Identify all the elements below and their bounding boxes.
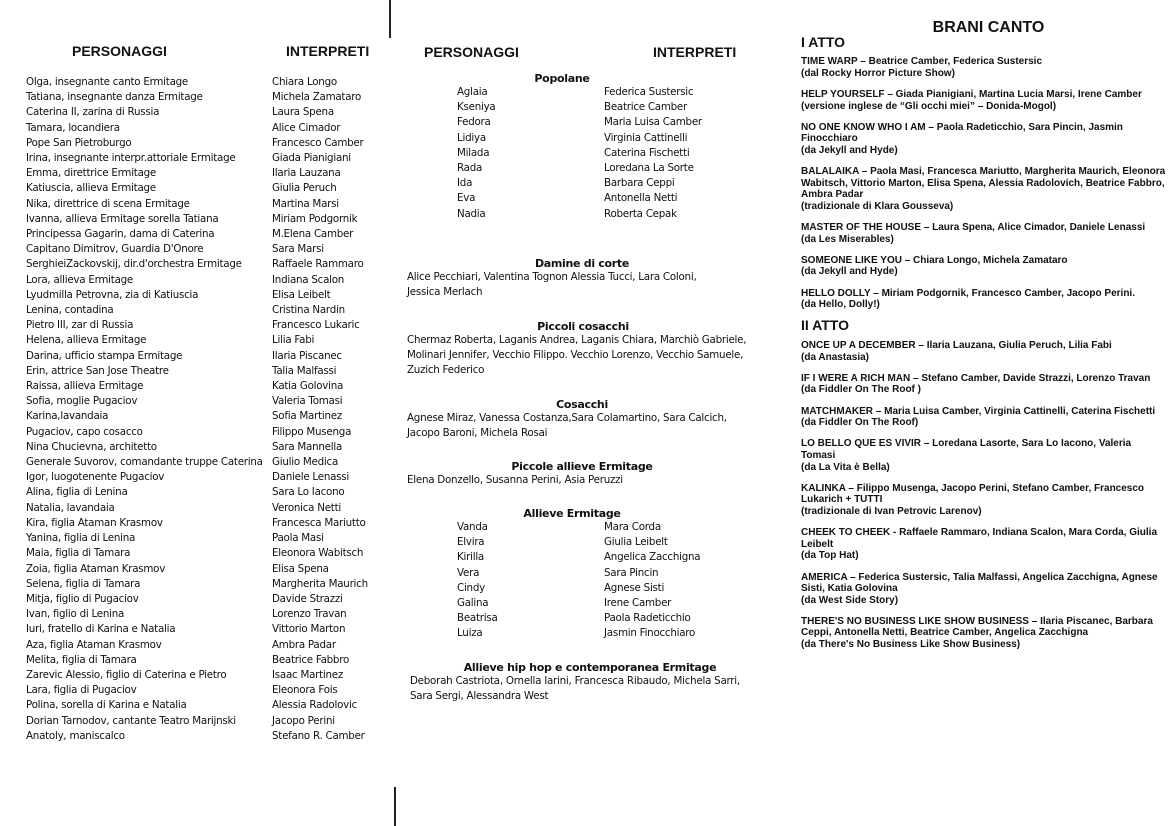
left-roles-list <box>26 75 263 744</box>
piccole-allieve-title: Piccole allieve Ermitage <box>511 460 653 473</box>
role-name: Yanina, figlia di Lenina <box>26 532 136 545</box>
actor-name: Sara Lo Iacono <box>272 486 345 499</box>
damine-title: Damine di corte <box>534 257 630 270</box>
role-name: Nadia <box>457 207 486 220</box>
song-title-performers: SOMEONE LIKE YOU – Chiara Longo, Michela Zamataro <box>801 254 1068 266</box>
song-entry <box>801 56 1166 79</box>
songs-panel <box>801 19 1166 660</box>
song-entry <box>801 483 1166 518</box>
actor-name: Vittorio Marton <box>272 623 346 636</box>
actor-name: Valeria Tomasi <box>272 395 343 408</box>
acts-list <box>801 33 1166 651</box>
actor-name: Talia Malfassi <box>272 364 337 377</box>
song-title-performers: CHEEK TO CHEEK - Raffaele Rammaro, Indiana Scalon, Mara Corda, Giulia Leibelt <box>801 527 1158 550</box>
middle-section-popolane <box>407 72 767 222</box>
actor-name: Angelica Zacchigna <box>604 551 701 564</box>
song-source: (versione inglese de “Gli occhi miei” – Donida-Mogol) <box>801 100 1057 112</box>
actor-name: Giulio Medica <box>272 456 338 469</box>
actor-name: Raffaele Rammaro <box>272 258 364 271</box>
cast-row <box>407 581 767 596</box>
role-name: Anatoly, maniscalco <box>26 729 125 742</box>
actor-name: Eleonora Wabitsch <box>272 547 364 560</box>
middle-section-cosacchi <box>407 398 767 441</box>
role-name: Pugaciov, capo cosacco <box>26 425 143 438</box>
actor-name: Filippo Musenga <box>272 425 352 438</box>
song-entry <box>801 406 1166 429</box>
actor-name: Elisa Spena <box>272 562 329 575</box>
cast-row <box>407 115 767 130</box>
role-name: Karina,lavandaia <box>26 410 109 423</box>
song-title-performers: AMERICA – Federica Sustersic, Talia Malfassi, Angelica Zacchigna, Agnese Sisti, Katia Golovina <box>801 571 1158 595</box>
songs-title: BRANI CANTO <box>932 19 1045 36</box>
song-title-performers: TIME WARP – Beatrice Camber, Federica Sustersic <box>801 56 1043 68</box>
actor-name: Margherita Maurich <box>272 577 368 590</box>
song-entry <box>801 255 1166 278</box>
actor-name: Francesca Mariutto <box>272 516 366 529</box>
role-name: Lidiya <box>457 131 486 144</box>
song-title-performers: NO ONE KNOW WHO I AM – Paola Radeticchio, Sara Pincin, Jasmin Finocchiaro <box>801 121 1123 145</box>
left-header-personaggi: PERSONAGGI <box>72 43 167 59</box>
song-source: (da There's No Business Like Show Business) <box>801 639 1021 651</box>
role-name: Cindy <box>457 581 485 594</box>
actor-name: Isaac Martinez <box>272 668 344 681</box>
role-name: Galina <box>457 597 489 610</box>
song-entry <box>801 166 1166 212</box>
song-source: (da Top Hat) <box>801 550 859 562</box>
cast-row <box>407 176 767 191</box>
actor-name: Stefano R. Camber <box>272 729 365 742</box>
actor-name: Caterina Fischetti <box>604 146 690 159</box>
song-title-performers: THERE'S NO BUSINESS LIKE SHOW BUSINESS – Ilaria Piscanec, Barbara Ceppi, Antonella Netti, Beatrice Camber, Angelica Zacchigna <box>801 615 1153 639</box>
song-entry <box>801 122 1166 157</box>
song-source: (tradizionale di Klara Gousseva) <box>801 200 954 212</box>
role-name: Nina Chucievna, architetto <box>26 440 157 453</box>
song-title-performers: IF I WERE A RICH MAN – Stefano Camber, Davide Strazzi, Lorenzo Travan <box>801 372 1151 384</box>
role-name: Maia, figlia di Tamara <box>26 547 131 560</box>
piccole-allieve-text: Elena Donzello, Susanna Perini, Asia Peruzzi <box>407 474 623 486</box>
role-name: Polina, sorella di Karina e Natalia <box>26 699 187 712</box>
role-name: Ivanna, allieva Ermitage sorella Tatiana <box>26 212 219 225</box>
song-entry <box>801 222 1166 245</box>
song-title-performers: LO BELLO QUE ES VIVIR – Loredana Lasorte, Sara Lo Iacono, Valeria Tomasi <box>801 438 1132 461</box>
song-title-performers: MATCHMAKER – Maria Luisa Camber, Virginia Cattinelli, Caterina Fischetti <box>801 405 1156 417</box>
song-title-performers: KALINKA – Filippo Musenga, Jacopo Perini, Stefano Camber, Francesco Lukarich + TUTTI <box>801 482 1145 506</box>
role-name: Lora, allieva Ermitage <box>26 273 134 286</box>
role-name: Emma, direttrice Ermitage <box>26 167 157 180</box>
role-name: Katiuscia, allieva Ermitage <box>26 182 156 195</box>
role-name: Aza, figlia Ataman Krasmov <box>26 638 162 651</box>
cast-row <box>407 100 767 115</box>
left-actors-list <box>272 75 368 744</box>
actor-name: M.Elena Camber <box>272 228 354 241</box>
song-entry <box>801 572 1166 607</box>
actor-name: Eleonora Fois <box>272 684 338 697</box>
role-name: Dorian Tarnodov, cantante Teatro Marijnski <box>26 714 236 727</box>
song-entry <box>801 288 1166 311</box>
role-name: Nika, direttrice di scena Ermitage <box>26 197 190 210</box>
act-heading: II ATTO <box>801 317 849 334</box>
role-name: Ivan, figlio di Lenina <box>26 608 125 621</box>
role-name: Caterina II, zarina di Russia <box>26 106 160 119</box>
role-name: Kira, figlia Ataman Krasmov <box>26 516 163 529</box>
role-name: Principessa Gagarin, dama di Caterina <box>26 228 215 241</box>
middle-section-piccole-allieve <box>407 460 767 488</box>
piccoli-cosacchi-text: Chermaz Roberta, Laganis Andrea, Laganis Chiara, Marchiò Gabriele, Molinari Jennifer, Vecchio Filippo. Vecchio Lorenzo, Vecchio Samuele, Zuzich Federico <box>407 334 747 377</box>
hiphop-text: Deborah Castriota, Ornella Iarini, Francesca Ribaudo, Michela Sarri, Sara Sergi, Alessandra West <box>410 675 740 703</box>
song-title-performers: HELP YOURSELF – Giada Pianigiani, Martina Lucia Marsi, Irene Camber <box>801 88 1142 100</box>
role-name: Aglaia <box>457 86 488 98</box>
role-name: Sofia, moglie Pugaciov <box>26 395 138 408</box>
actor-name: Barbara Ceppi <box>604 177 675 190</box>
song-source: (da Fiddler On The Roof ) <box>801 384 921 396</box>
actor-name: Martina Marsi <box>272 197 339 210</box>
role-name: Melita, figlia di Tamara <box>26 653 137 666</box>
hiphop-title: Allieve hip hop e contemporanea Ermitage <box>463 661 717 674</box>
actor-name: Lorenzo Travan <box>272 608 347 621</box>
role-name: Lenina, contadina <box>26 304 114 317</box>
cast-row <box>407 596 767 611</box>
actor-name: Roberta Cepak <box>604 207 677 220</box>
actor-name: Agnese Sisti <box>604 581 665 594</box>
act-heading: I ATTO <box>801 33 846 50</box>
middle-section-hiphop <box>410 661 770 704</box>
actor-name: Mara Corda <box>604 521 661 533</box>
actor-name: Jasmin Finocchiaro <box>604 627 696 640</box>
actor-name: Francesco Camber <box>272 136 364 149</box>
role-name: SerghieiZackovskij, dir.d'orchestra Ermitage <box>26 258 242 271</box>
cast-row <box>407 566 767 581</box>
middle-header-interpreti: INTERPRETI <box>653 44 737 60</box>
role-name: Tatiana, insegnante danza Ermitage <box>26 91 203 104</box>
song-source: (da Jekyll and Hyde) <box>801 144 898 156</box>
role-name: Capitano Dimitrov, Guardia D'Onore <box>26 243 204 256</box>
actor-name: Lilia Fabi <box>272 334 315 347</box>
cast-row <box>407 611 767 626</box>
actor-name: Davide Strazzi <box>272 592 343 605</box>
actor-name: Katia Golovina <box>272 380 344 393</box>
song-entry <box>801 373 1166 396</box>
song-entry <box>801 89 1166 112</box>
song-entry <box>801 438 1166 473</box>
middle-section-allieve <box>407 507 767 642</box>
actor-name: Laura Spena <box>272 106 334 119</box>
role-name: Raissa, allieva Ermitage <box>26 380 144 393</box>
song-entry <box>801 340 1166 363</box>
song-entry <box>801 527 1166 562</box>
piccoli-cosacchi-title: Piccoli cosacchi <box>537 320 629 333</box>
allieve-rows <box>407 520 767 642</box>
actor-name: Beatrice Fabbro <box>272 653 350 666</box>
actor-name: Miriam Podgornik <box>272 212 358 225</box>
role-name: Pope San Pietroburgo <box>26 136 132 149</box>
cast-row <box>407 535 767 550</box>
song-source: (tradizionale di Ivan Petrovic Larenov) <box>801 505 982 517</box>
song-source: (da Fiddler On The Roof) <box>801 417 919 429</box>
cosacchi-text: Agnese Miraz, Vanessa Costanza,Sara Colamartino, Sara Calcich, Jacopo Baroni, Michela Rosai <box>407 412 727 440</box>
cast-row <box>407 146 767 161</box>
actor-name: Chiara Longo <box>272 76 337 88</box>
actor-name: Alessia Radolovic <box>272 699 358 712</box>
actor-name: Daniele Lenassi <box>272 471 349 484</box>
role-name: Irina, insegnante interpr.attoriale Ermitage <box>26 152 236 165</box>
role-name: Pietro III, zar di Russia <box>26 319 134 332</box>
actor-name: Giada Pianigiani <box>272 152 351 165</box>
left-header-interpreti: INTERPRETI <box>286 43 370 59</box>
role-name: Selena, figlia di Tamara <box>26 577 141 590</box>
actor-name: Michela Zamataro <box>272 91 362 104</box>
role-name: Elvira <box>457 536 485 549</box>
role-name: Milada <box>457 146 490 159</box>
song-source: (dal Rocky Horror Picture Show) <box>801 67 955 79</box>
role-name: Tamara, locandiera <box>26 121 120 134</box>
actor-name: Elisa Leibelt <box>272 288 331 301</box>
role-name: Igor, luogotenente Pugaciov <box>26 471 165 484</box>
song-title-performers: MASTER OF THE HOUSE – Laura Spena, Alice Cimador, Daniele Lenassi <box>801 222 1146 234</box>
role-name: Ida <box>457 177 473 190</box>
song-title-performers: HELLO DOLLY – Miriam Podgornik, Francesco Camber, Jacopo Perini. <box>801 287 1135 299</box>
fold-line-bottom <box>394 787 396 826</box>
popolane-rows <box>407 85 767 222</box>
song-title-performers: BALALAIKA – Paola Masi, Francesca Mariutto, Margherita Maurich, Eleonora Wabitsch, Vittorio Marton, Elisa Spena, Alessia Radolovich, Beatrice Fabbro, Ambra Padar <box>801 166 1166 201</box>
cast-row <box>407 520 767 535</box>
cast-row <box>407 626 767 641</box>
role-name: Rada <box>457 162 483 175</box>
cast-row <box>407 191 767 206</box>
cast-row <box>407 161 767 176</box>
song-source: (da Hello, Dolly!) <box>801 299 880 311</box>
song-title-performers: ONCE UP A DECEMBER – Ilaria Lauzana, Giulia Peruch, Lilia Fabi <box>801 340 1112 352</box>
role-name: Vanda <box>457 521 488 533</box>
cast-row <box>407 131 767 146</box>
actor-name: Loredana La Sorte <box>604 162 694 175</box>
song-source: (da Jekyll and Hyde) <box>801 266 898 278</box>
actor-name: Cristina Nardin <box>272 304 345 317</box>
role-name: Kseniya <box>457 101 496 114</box>
actor-name: Veronica Netti <box>272 501 341 514</box>
song-source: (da Les Miserables) <box>801 233 894 245</box>
role-name: Fedora <box>457 116 491 129</box>
role-name: Vera <box>457 566 480 579</box>
actor-name: Maria Luisa Camber <box>604 116 702 129</box>
actor-name: Federica Sustersic <box>604 86 694 98</box>
actor-name: Sara Mannella <box>272 440 343 453</box>
role-name: Lyudmilla Petrovna, zia di Katiuscia <box>26 288 199 301</box>
actor-name: Ambra Padar <box>272 638 336 651</box>
actor-name: Virginia Cattinelli <box>604 131 688 144</box>
actor-name: Sara Pincin <box>604 566 659 579</box>
allieve-title: Allieve Ermitage <box>523 507 621 520</box>
role-name: Mitja, figlio di Pugaciov <box>26 592 139 605</box>
cast-row <box>407 207 767 222</box>
actor-name: Antonella Netti <box>604 192 678 205</box>
fold-line-top <box>389 0 391 38</box>
song-source: (da Anastasia) <box>801 351 869 363</box>
role-name: Erin, attrice San Jose Theatre <box>26 364 169 377</box>
role-name: Eva <box>457 192 476 205</box>
actor-name: Paola Radeticchio <box>604 612 691 625</box>
actor-name: Sara Marsi <box>272 243 324 256</box>
role-name: Zarevic Alessio, figlio di Caterina e Pietro <box>26 668 227 681</box>
middle-section-damine <box>407 257 767 300</box>
cast-row <box>407 85 767 100</box>
actor-name: Alice Cimador <box>272 121 341 134</box>
role-name: Helena, allieva Ermitage <box>26 334 147 347</box>
cast-row <box>407 550 767 565</box>
role-name: Luiza <box>457 627 483 640</box>
actor-name: Beatrice Camber <box>604 101 687 114</box>
actor-name: Sofia Martinez <box>272 410 342 423</box>
actor-name: Giulia Peruch <box>272 182 337 195</box>
song-entry <box>801 616 1166 651</box>
actor-name: Indiana Scalon <box>272 273 345 286</box>
role-name: Kirilla <box>457 551 484 564</box>
role-name: Alina, figlia di Lenina <box>26 486 128 499</box>
actor-name: Paola Masi <box>272 532 324 545</box>
actor-name: Ilaria Piscanec <box>272 349 342 362</box>
actor-name: Ilaria Lauzana <box>272 167 341 180</box>
song-source: (da West Side Story) <box>801 594 899 606</box>
actor-name: Irene Camber <box>604 597 672 610</box>
role-name: Darina, ufficio stampa Ermitage <box>26 349 183 362</box>
role-name: Generale Suvorov, comandante truppe Caterina <box>26 456 263 469</box>
middle-section-piccoli-cosacchi <box>407 320 769 379</box>
role-name: Beatrisa <box>457 612 498 625</box>
role-name: Lara, figlia di Pugaciov <box>26 684 137 697</box>
actor-name: Giulia Leibelt <box>604 536 668 549</box>
popolane-title: Popolane <box>534 72 590 85</box>
song-source: (da La Vita è Bella) <box>801 461 890 473</box>
role-name: Natalia, lavandaia <box>26 501 115 514</box>
role-name: Iuri, fratello di Karina e Natalia <box>26 623 176 636</box>
role-name: Olga, insegnante canto Ermitage <box>26 76 189 88</box>
role-name: Zoia, figlia Ataman Krasmov <box>26 562 166 575</box>
middle-header-personaggi: PERSONAGGI <box>424 44 519 60</box>
actor-name: Jacopo Perini <box>272 714 335 727</box>
cosacchi-title: Cosacchi <box>556 398 608 411</box>
damine-text: Alice Pecchiari, Valentina Tognon Alessia Tucci, Lara Coloni, Jessica Merlach <box>407 271 697 299</box>
actor-name: Francesco Lukaric <box>272 319 360 332</box>
